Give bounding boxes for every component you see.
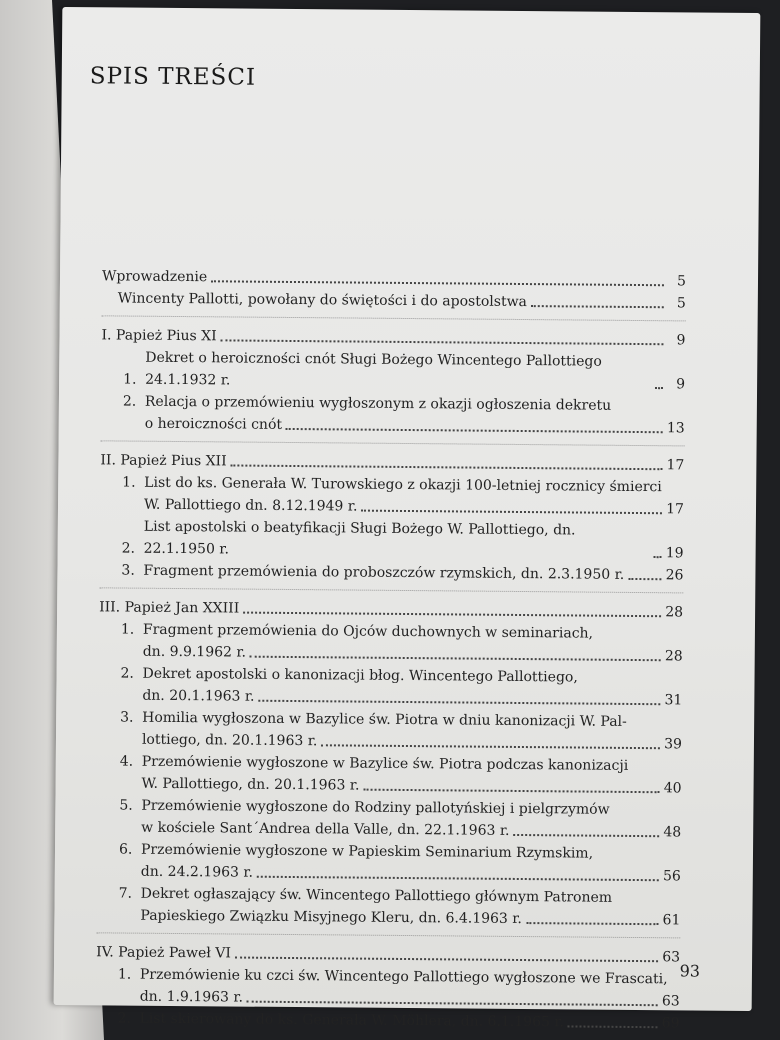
section-divider: [96, 932, 680, 938]
toc-entry-number: 7.: [118, 885, 133, 902]
toc-entry-number: 3.: [120, 709, 134, 726]
toc-entry-number: 2.: [117, 1010, 131, 1027]
toc-sections: [95, 315, 685, 1034]
dot-leader: [361, 510, 662, 515]
section-divider: [101, 440, 685, 446]
toc-entry: [101, 346, 685, 395]
section-divider: [102, 315, 686, 321]
toc-page-number: 17: [666, 457, 685, 474]
toc-entry-number: 2.: [121, 540, 136, 557]
page-title: SPIS TREŚCI: [89, 63, 257, 91]
toc-entry-text: o heroiczności cnót: [144, 415, 283, 433]
toc-page-number: 61: [662, 912, 681, 929]
toc-entry-text: Relacja o przemówieniu wygłoszonym z okazji ogłoszenia dekretu: [144, 393, 612, 414]
toc-page-number: 63: [662, 949, 681, 966]
toc-section-title: IV. Papież Paweł VI: [96, 944, 232, 962]
toc-page-number: 13: [666, 420, 685, 437]
toc-page-number: 56: [662, 868, 681, 885]
toc-intro-sub: [102, 287, 686, 314]
toc-entry-text: Dekret o heroiczności cnót Sługi Bożego Wincentego Pallottiego 24.1.1932 r.: [145, 349, 602, 389]
toc-page-number: 5: [677, 273, 687, 290]
dot-leader: [243, 612, 661, 618]
toc-section-title: II. Papież Pius XII: [100, 452, 227, 470]
dot-leader: [568, 1025, 658, 1028]
toc-entry: [99, 559, 683, 586]
toc-entry-text: Przemówienie wygłoszone w Papieskim Seminarium Rzymskim,: [140, 841, 594, 862]
toc-page-number: 17: [666, 501, 685, 518]
section-divider: [99, 587, 683, 593]
toc-entry-text: dn. 20.1.1963 r.: [142, 687, 255, 705]
page-number: 93: [679, 961, 701, 981]
toc-entry-text: dn. 9.9.1962 r.: [142, 643, 247, 661]
toc-entry-text: dn. 1.9.1963 r.: [139, 988, 244, 1006]
toc-entry-text: w kościele Sant´Andrea della Valle, dn. 22.1.1963 r.: [141, 819, 510, 839]
toc-entry: [95, 1007, 679, 1034]
toc-page-number: 5: [676, 295, 686, 312]
dot-leader: [247, 1001, 658, 1007]
dot-leader: [235, 957, 658, 963]
dot-leader: [286, 428, 663, 433]
dot-leader: [250, 656, 661, 662]
toc-entry-text: Papieskiego Związku Misyjnego Kleru, dn. 6.4.1963 r.: [140, 907, 522, 928]
toc-entry-text: Dekret ogłaszający św. Wincentego Pallottiego głównym Patronem: [140, 885, 613, 906]
toc-entry-text: W. Pallottiego, dn. 20.1.1963 r.: [141, 775, 360, 794]
dot-leader: [259, 700, 661, 706]
table-of-contents: [95, 265, 686, 1034]
toc-entry-number: 5.: [119, 797, 133, 814]
toc-entry-number: 6.: [118, 841, 133, 858]
dot-leader: [363, 789, 659, 794]
toc-entry-text: Wincenty Pallotti, powołany do świętości i do apostolstwa: [117, 290, 528, 311]
dot-leader: [628, 578, 661, 580]
toc-entry-text: List do ks. Generała W. Turowskiego z okazji 100-letniej rocznicy śmierci: [144, 474, 662, 496]
book-page: [54, 7, 761, 1032]
toc-entry-text: List apostolski o beatyfikacji Sługi Bożego W. Pallottiego, dn. 22.1.1950 r.: [143, 518, 576, 558]
toc-section-title: III. Papież Jan XXIII: [99, 599, 240, 617]
toc-entry-text: Przemówienie wygłoszone do Rodziny pallotyńskiej i pielgrzymów: [141, 797, 610, 818]
toc-page-number: 9: [676, 332, 686, 349]
toc-page-number: 69: [661, 1015, 680, 1032]
toc-page-number: 40: [663, 780, 682, 797]
dot-leader: [257, 876, 659, 882]
toc-entry-number: 1.: [120, 621, 135, 638]
toc-entry-number: 1.: [122, 474, 136, 491]
dot-leader: [531, 305, 664, 308]
toc-page-number: 9: [676, 376, 686, 393]
dot-leader: [231, 464, 663, 470]
dot-leader: [221, 339, 664, 345]
toc-entry-text: List skierowany do ks. Generała W. Möhlera, dn. 6.1.1965 r.: [139, 1010, 565, 1031]
toc-entry: [100, 515, 684, 564]
toc-page-number: 26: [665, 567, 684, 584]
toc-page-number: 39: [664, 736, 683, 753]
toc-entry-text: Homilia wygłoszona w Bazylice św. Piotra w dniu kanonizacji W. Pal-: [142, 709, 627, 730]
toc-page-number: 48: [663, 824, 682, 841]
toc-entry-number: 1.: [123, 371, 137, 388]
toc-entry-number: 3.: [121, 562, 135, 579]
toc-page-number: 28: [665, 604, 684, 621]
toc-section-title: I. Papież Pius XI: [101, 327, 217, 345]
toc-page-number: 28: [664, 648, 683, 665]
dot-leader: [526, 922, 659, 925]
toc-entry-text: Przemówienie wygłoszone w Bazylice św. Piotra podczas kanonizacji: [141, 753, 629, 774]
toc-entry-text: Fragment przemówienia do proboszczów rzymskich, dn. 2.3.1950 r.: [143, 562, 625, 583]
dot-leader: [655, 387, 663, 389]
toc-entry-text: W. Pallottiego dn. 8.12.1949 r.: [143, 496, 358, 515]
dot-leader: [211, 280, 664, 286]
toc-entry-number: 4.: [119, 753, 134, 770]
toc-entry-text: dn. 24.2.1963 r.: [140, 863, 254, 881]
toc-entry-text: Dekret apostolski o kanonizacji błog. Wincentego Pallottiego,: [142, 665, 578, 686]
toc-intro-label: Wprowadzenie: [101, 268, 208, 286]
toc-entry-number: 2.: [122, 393, 137, 410]
toc-entry-text: lottiego, dn. 20.1.1963 r.: [141, 731, 318, 750]
toc-entry-text: Przemówienie ku czci św. Wincentego Pallottiego wygłoszone we Frascati,: [139, 966, 668, 988]
dot-leader: [513, 834, 659, 837]
toc-page-number: 19: [665, 545, 684, 562]
dot-leader: [654, 556, 662, 558]
toc-page-number: 63: [661, 993, 680, 1010]
dot-leader: [321, 744, 660, 749]
toc-entry-number: 2.: [120, 665, 134, 682]
toc-entry-number: 1.: [117, 966, 132, 983]
toc-entry-text: Fragment przemówienia do Ojców duchownych w seminariach,: [142, 621, 594, 642]
toc-page-number: 31: [664, 692, 683, 709]
